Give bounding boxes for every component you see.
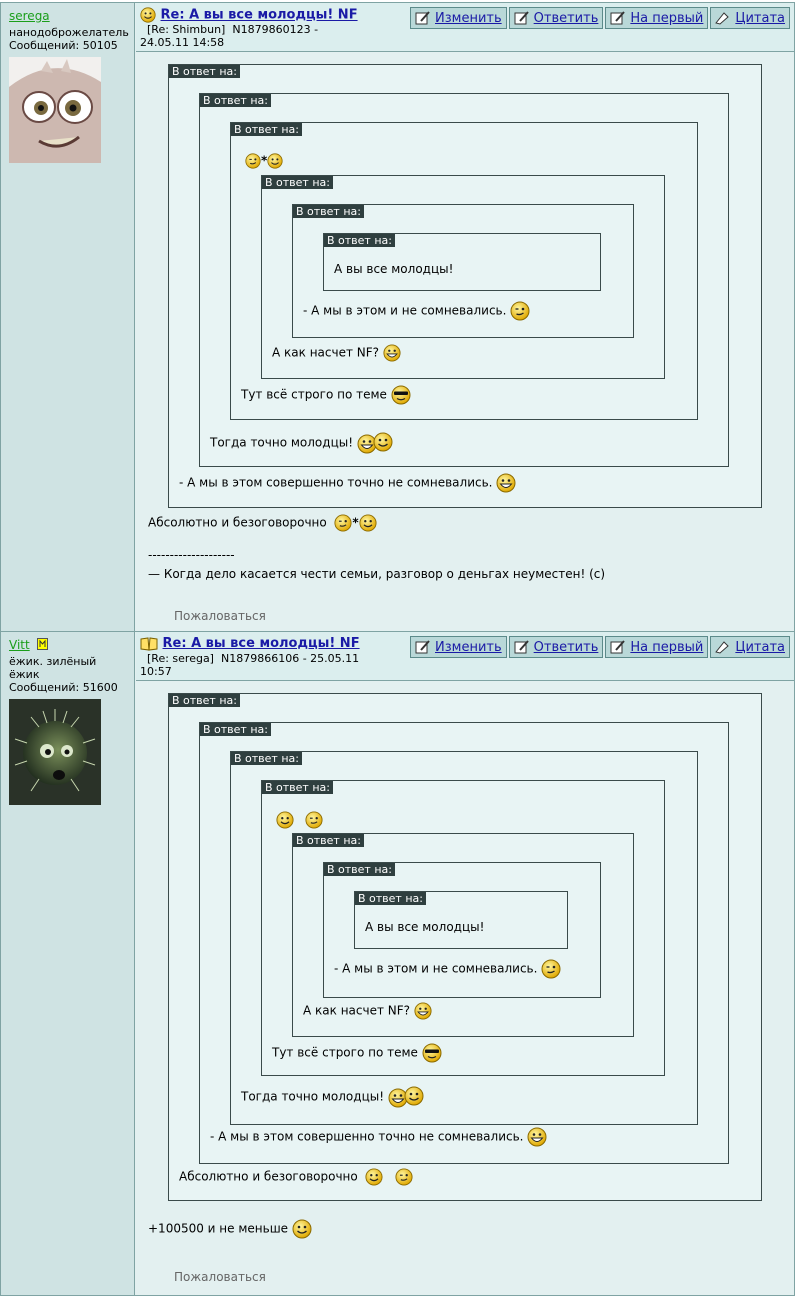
post-meta [140,652,375,678]
cool-icon [391,385,411,405]
quote-text: А вы все молодцы! [334,262,454,276]
post-meta [140,23,375,49]
wink-icon [305,811,323,829]
quote-box: В ответ на: В ответ на: В ответ на: В ответ на: А вы все молодцы! - А мы в этом и не сомневались. А как насчет NF? Тут всё строго по теме [261,780,665,1076]
post-actions [410,7,790,29]
smile-icon [276,811,294,829]
avatar[interactable] [9,57,101,163]
reply-button[interactable]: Ответить [509,636,604,658]
quote-text: А как насчет NF? [303,1003,411,1018]
quote-box: В ответ на: В ответ на: В ответ на: А вы все молодцы! - А мы в этом и не сомневались. А как насчет NF? [292,833,634,1037]
post-id: N1879866106 - 25.05.11 [220,652,360,665]
wink-icon [395,1168,413,1186]
post-body [136,681,794,1295]
quote-button[interactable]: Цитата [710,636,790,658]
grin-icon [496,473,516,493]
post-subject-link[interactable]: Re: А вы все молодцы! NF [160,7,358,23]
quote-icon [715,11,731,25]
quote-icon [715,640,731,654]
quote-text: А как насчет NF? [272,345,380,360]
wink-icon [510,301,530,321]
username-link[interactable]: serega [9,9,50,23]
quote-box: В ответ на: В ответ на: В ответ на: В ответ на: В ответ на: А вы все молодцы! - А мы в этом и не сомневались. А как насчет NF? Тут всё строго по теме Тогда точно молодцы! [230,751,698,1125]
quote-box: В ответ на: А вы все молодцы! [323,233,601,291]
edit-button[interactable]: Изменить [410,636,507,658]
moderator-badge-icon [37,638,48,650]
complain-link[interactable]: Пожаловаться [174,609,266,623]
smile-icon [365,1168,383,1186]
reply-icon [514,640,530,654]
wink-icon [334,514,352,532]
quote-text: Тогда точно молодцы! [210,435,354,450]
reply-to[interactable]: [Re: serega] [147,652,214,665]
quote-box: В ответ на: * В ответ на: В ответ на: В ответ на: А вы все молодцы! - А мы в этом и не сомневались. А как насчет NF? Тут всё строго по теме [230,122,698,420]
quote-text: Тут всё строго по теме [272,1045,418,1060]
quote-text: - А мы в этом и не сомневались. [303,303,507,318]
book-icon [140,637,158,651]
applause-icon [357,432,397,454]
quote-button[interactable]: Цитата [710,7,790,29]
reply-button[interactable]: Ответить [509,7,604,29]
quote-text: - А мы в этом совершенно точно не сомневались. [210,1129,524,1144]
post-text: +100500 и не меньше [148,1221,289,1236]
first-button[interactable]: На первый [605,636,708,658]
message-count: Сообщений: 51600 [9,681,118,694]
signature: — Когда дело касается чести семьи, разговор о деньгах неуместен! (c) [148,567,606,581]
wink-icon [245,153,261,169]
first-button[interactable]: На первый [605,7,708,29]
first-icon [610,640,626,654]
cool-icon [422,1043,442,1063]
quote-box: В ответ на: В ответ на: В ответ на: В ответ на: В ответ на: В ответ на: В ответ на: А вы все молодцы! - А мы в этом и не сомневались. А как насчет NF? Тут всё строго по теме Тогда точно молодцы! - А мы в этом совершенно точно не сомневались. Абсолютно и безоговорочно [168,693,762,1201]
complain-link[interactable]: Пожаловаться [174,1270,266,1284]
edit-button[interactable]: Изменить [410,7,507,29]
post-header [136,3,794,52]
smile-icon [140,7,156,23]
post-subject-link[interactable]: Re: А вы все молодцы! NF [162,636,360,651]
smile-icon [267,153,283,169]
post-date: 24.05.11 14:58 [140,36,225,49]
user-panel [1,632,135,1295]
quote-box: В ответ на: В ответ на: В ответ на: А вы все молодцы! - А мы в этом и не сомневались. А как насчет NF? [261,175,665,379]
avatar[interactable] [9,699,101,805]
post-date: 10:57 [140,665,172,678]
post-id: N1879860123 - [232,23,319,36]
quote-box: В ответ на: В ответ на: А вы все молодцы! - А мы в этом и не сомневались. [292,204,634,338]
quote-text: Тут всё строго по теме [241,387,387,402]
user-title: ёжик. зилёный ёжик [9,655,97,681]
smile-icon [359,514,377,532]
applause-icon [388,1086,428,1108]
post-1 [0,2,795,632]
grin-icon [527,1127,547,1147]
post-actions [410,636,790,658]
post-header [136,632,794,681]
quote-text: - А мы в этом совершенно точно не сомневались. [179,475,493,490]
quote-box: В ответ на: В ответ на: В ответ на: В ответ на: В ответ на: В ответ на: А вы все молодцы! - А мы в этом и не сомневались. А как насчет NF? Тут всё строго по теме Тогда точно молодцы! - А мы в этом совершенно точно не сомневались. [199,722,729,1164]
quote-box: В ответ на: В ответ на: * В ответ на: В ответ на: В ответ на: А вы все молодцы! - А мы в этом и не сомневались. А как насчет NF? Тут всё строго по теме Тогда точно молодцы! [199,93,729,467]
smile-icon [292,1219,312,1239]
post-body: В ответ на: В ответ на: В ответ на: * В ответ на: В ответ на: В ответ на: А вы все молодцы! - А мы в этом и не сомневались. А как насчет NF? Тут всё строго по теме Тогда точно молодцы! - А мы в этом совершенно точно не сомневались. Абсолютно и безоговорочно * -------------------- — Когда дело касается чести семьи, разговор о деньгах неуместен! (c) Пожаловаться [136,52,794,631]
wink-icon [541,959,561,979]
reply-to[interactable]: [Re: Shimbun] [147,23,226,36]
user-title: нанодоброжелатель [9,26,129,39]
signature-separator: -------------------- [148,548,235,562]
quote-text: Абсолютно и безоговорочно [179,1169,358,1184]
quote-text: А вы все молодцы! [365,920,485,934]
edit-icon [415,640,431,654]
tongue-icon [414,1002,432,1020]
quote-text: Тогда точно молодцы! [241,1089,385,1104]
post-2 [0,631,795,1296]
quote-box: В ответ на: В ответ на: А вы все молодцы! - А мы в этом и не сомневались. [323,862,601,998]
first-icon [610,11,626,25]
quote-text: - А мы в этом и не сомневались. [334,961,538,976]
user-panel [1,3,135,631]
tongue-icon [383,344,401,362]
post-text: Абсолютно и безоговорочно [148,515,327,530]
reply-icon [514,11,530,25]
message-count: Сообщений: 50105 [9,39,118,52]
edit-icon [415,11,431,25]
quote-box: В ответ на: А вы все молодцы! [354,891,568,949]
quote-box: В ответ на: В ответ на: В ответ на: * В ответ на: В ответ на: В ответ на: А вы все молодцы! - А мы в этом и не сомневались. А как насчет NF? Тут всё строго по теме Тогда точно молодцы! - А мы в этом совершенно точно не сомневались. [168,64,762,508]
username-link[interactable]: Vitt [9,638,30,652]
